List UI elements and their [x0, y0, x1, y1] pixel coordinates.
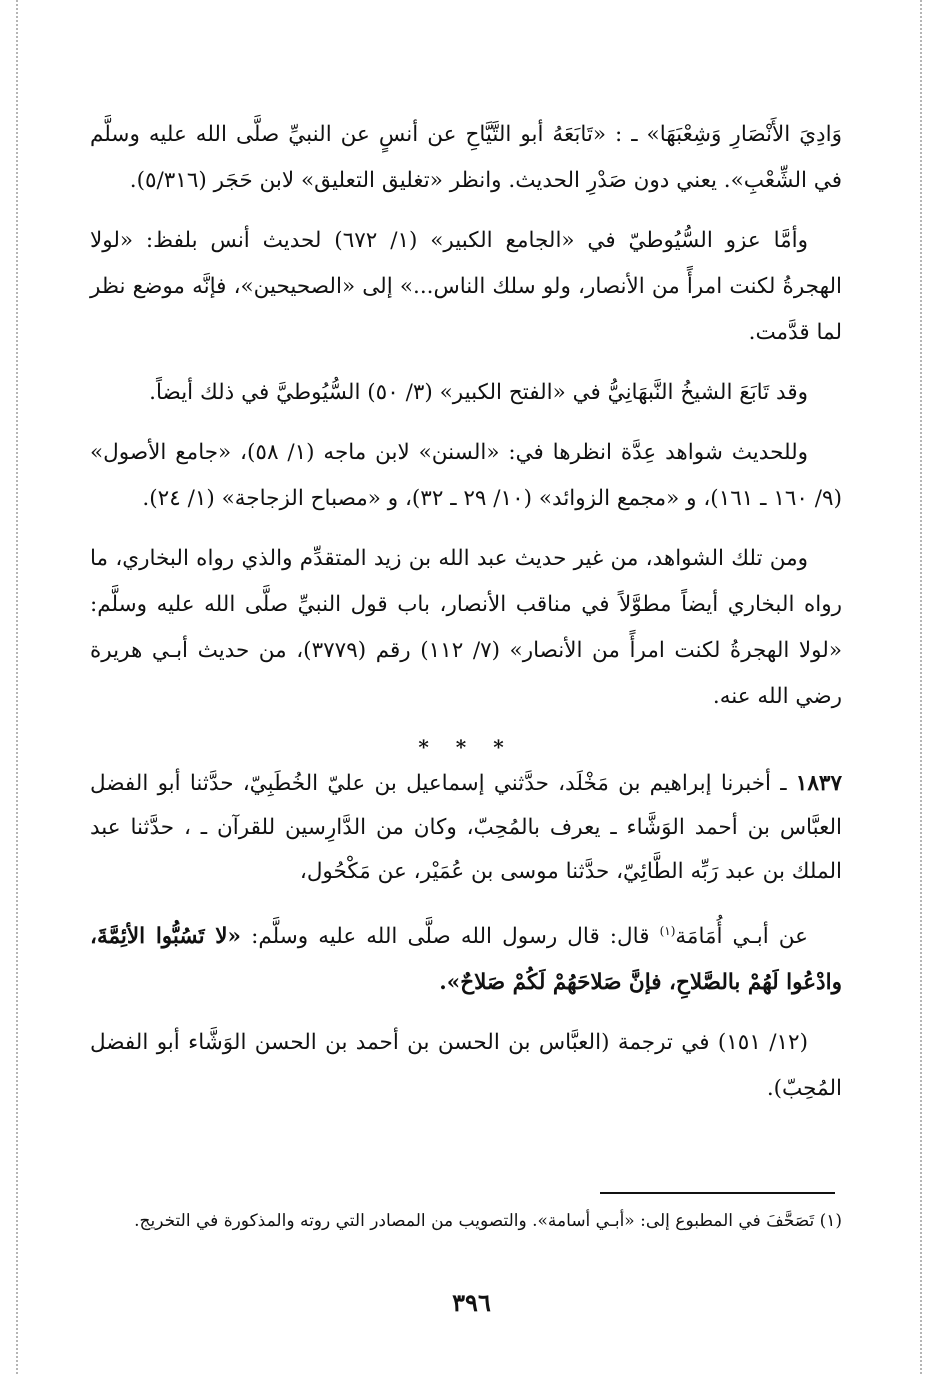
hadith-text: «لا تَسُبُّوا الأئِمَّةَ، وادْعُوا لَهُمْ بالصَّلاحِ، فإنَّ صَلاحَهُمْ لَكُمْ صَلاحٌ».	[90, 924, 842, 996]
footnote-marker: (١)	[659, 924, 676, 938]
paragraph-4: وللحديث شواهد عِدَّة انظرها في: «السنن» لابن ماجه (١/ ٥٨)، «جامع الأصول» (٩/ ١٦٠ ـ ١٦١)، و «مجمع الزوائد» (١٠/ ٢٩ ـ ٣٢)، و «مصباح الزجاجة» (١/ ٢٤).	[90, 440, 842, 511]
section-separator: * * *	[418, 735, 514, 759]
matn-intro: عن أبـي أُمَامَة	[675, 924, 809, 950]
margin-guide-left	[16, 0, 18, 1374]
footnote-divider	[600, 1192, 835, 1194]
matn-intro-end: قال: قال رسول الله صلَّى الله عليه وسلَّم:	[241, 924, 660, 950]
page-number: ٣٩٦	[452, 1288, 491, 1317]
hadith-entry-isnad	[90, 762, 842, 894]
entry-number: ١٨٣٧	[795, 771, 842, 796]
paragraph-1: وَادِيَ الأَنْصَارِ وَشِعْبَهَا» ـ : «تَابَعَهُ أبو التَّيَّاحِ عن أنسٍ عن النبيِّ صلَّى الله عليه وسلَّم في الشِّعْبِ». يعني دون صَدْرِ الحديث. وانظر «تغليق التعليق» لابن حَجَر (٥/٣١٦).	[90, 122, 842, 193]
paragraph-2: وأمَّا عزو السُّيُوطيّ في «الجامع الكبير» (١/ ٦٧٢) لحديث أنس بلفظ: «لولا الهجرةُ لكنت امرأً من الأنصار، ولو سلك الناس...» إلى «الصحيحين»، فإنَّه موضع نظر لما قدَّمت.	[90, 228, 842, 345]
paragraph-3: وقد تَابَعَ الشيخُ النَّبهَانِيُّ في «الفتح الكبير» (٣/ ٥٠) السُّيُوطيَّ في ذلك أيضاً.	[149, 380, 808, 405]
footnote: (١) تَصَحَّفَ في المطبوع إلى: «أبـي أسامة». والتصويب من المصادر التي روته والمذكورة في التخريج.	[134, 1211, 842, 1231]
hadith-entry-matn	[90, 908, 842, 1006]
page-body	[90, 112, 842, 1126]
margin-guide-right	[920, 0, 922, 1374]
entry-isnad-text: ـ أخبرنا إبراهيم بن مَخْلَد، حدَّثني إسماعيل بن عليّ الخُطَبِيّ، حدَّثنا أبو الفضل العبَّاس بن أحمد الوَشَّاء ـ يعرف بالمُحِبّ، وكان من الدَّارِسين للقرآن ـ ، حدَّثنا عبد الملك بن عبد رَبِّه الطَّائِيّ، حدَّثنا موسى بن عُمَيْر، عن مَكْحُول،	[90, 771, 842, 884]
hadith-reference: (١٢/ ١٥١) في ترجمة (العبَّاس بن الحسن بن أحمد بن الحسن الوَشَّاء أبو الفضل المُحِبّ).	[90, 1030, 842, 1102]
paragraph-5: ومن تلك الشواهد، من غير حديث عبد الله بن زيد المتقدِّم والذي رواه البخاري، ما رواه البخاري أيضاً مطوَّلاً في مناقب الأنصار، باب قول النبيِّ صلَّى الله عليه وسلَّم: «لولا الهجرةُ لكنت امرأً من الأنصار» (٧/ ١١٢) رقم (٣٧٧٩)، من حديث أبـي هريرة رضي الله عنه.	[90, 546, 842, 709]
